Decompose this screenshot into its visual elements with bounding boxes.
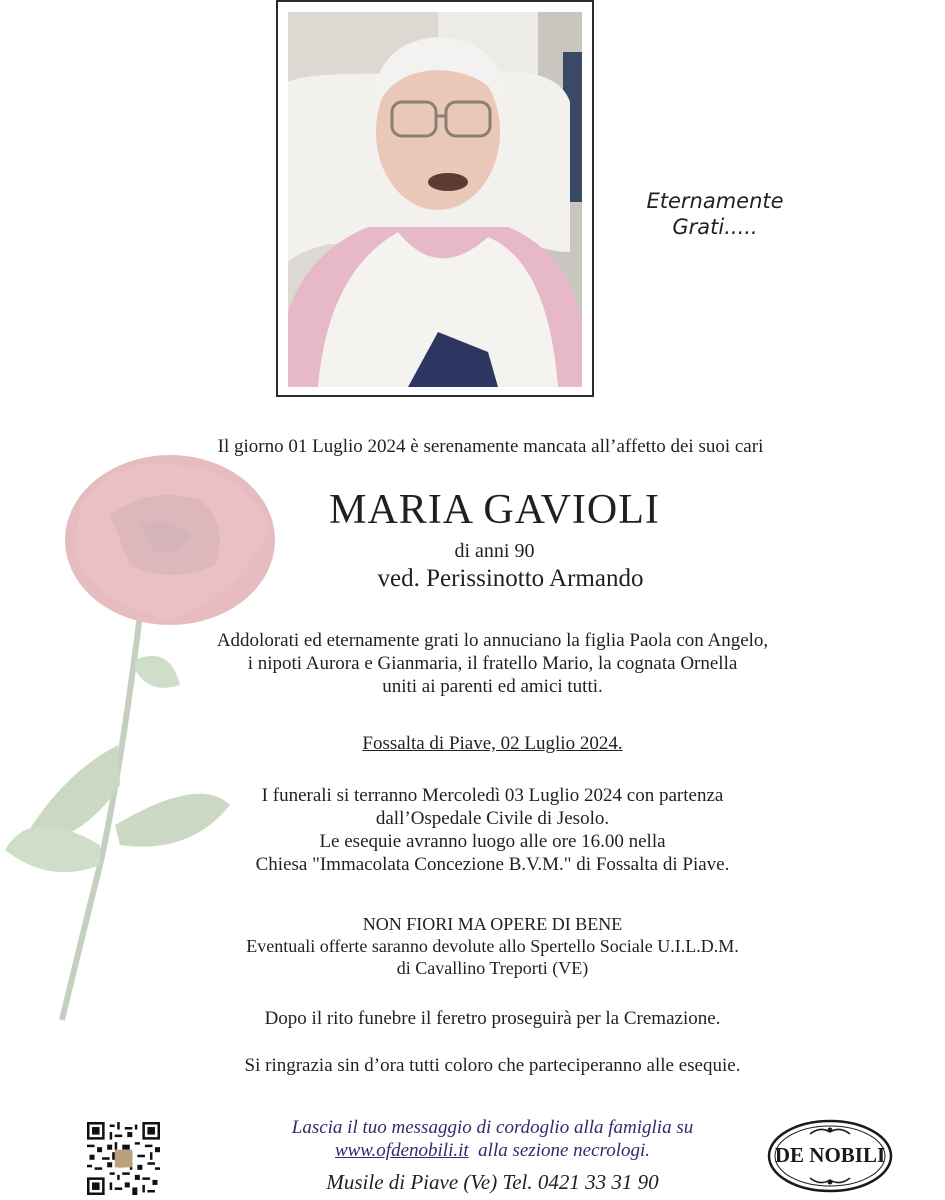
portrait-frame	[276, 0, 594, 397]
qr-code-icon[interactable]	[87, 1122, 160, 1195]
no-flowers-notice	[20, 913, 945, 979]
cremation-notice: Dopo il rito funebre il feretro proseguirà per la Cremazione.	[264, 1008, 721, 1029]
no-flowers-line-3: di Cavallino Treporti (VE)	[396, 958, 589, 978]
funeral-line-1: I funerali si terranno Mercoledì 03 Luglio 2024 con partenza	[261, 785, 724, 806]
funeral-details	[20, 784, 945, 876]
no-flowers-line-1: NON FIORI MA OPERE DI BENE	[362, 914, 623, 934]
logo-text: DE NOBILI	[774, 1143, 886, 1167]
quote-line-1: Eternamente	[646, 189, 784, 213]
deceased-name: MARIA GAVIOLI	[329, 487, 660, 533]
funeral-line-4: Chiesa "Immacolata Concezione B.V.M." di Fossalta di Piave.	[255, 854, 730, 875]
portrait-illustration	[288, 12, 582, 387]
family-line-3: uniti ai parenti ed amici tutti.	[382, 676, 603, 697]
de-nobili-logo	[766, 1118, 894, 1194]
no-flowers-line-2: Eventuali offerte saranno devolute allo Spertello Sociale U.I.L.D.M.	[246, 936, 739, 956]
family-line-1: Addolorati ed eternamente grati lo annuciano la figlia Paola con Angelo,	[216, 630, 769, 651]
funeral-line-3: Le esequie avranno luogo alle ore 16.00 nella	[319, 831, 666, 852]
quote-line-2: Grati.....	[672, 215, 758, 239]
thanks-notice: Si ringrazia sin d’ora tutti coloro che parteciperanno alle esequie.	[244, 1055, 741, 1076]
deceased-age: di anni 90	[454, 540, 535, 562]
widow-of: ved. Perissinotto Armando	[377, 565, 644, 592]
place-date-text: Fossalta di Piave, 02 Luglio 2024.	[362, 733, 623, 754]
portrait-photo	[288, 12, 582, 387]
place-date	[20, 733, 945, 755]
condolence-line-1: Lascia il tuo messaggio di cordoglio alla famiglia su	[291, 1117, 694, 1138]
quote	[610, 188, 820, 240]
funeral-line-2: dall’Ospedale Civile di Jesolo.	[375, 808, 610, 829]
intro-text: Il giorno 01 Luglio 2024 è serenamente mancata all’affetto dei suoi cari	[217, 436, 764, 457]
family-announcement	[20, 629, 945, 698]
condolence-line-2-rest: alla sezione necrologi.	[468, 1140, 651, 1161]
logo-emblem-icon	[766, 1118, 894, 1194]
website-link[interactable]: www.ofdenobili.it	[334, 1140, 469, 1161]
contact-info: Musile di Piave (Ve) Tel. 0421 33 31 90	[326, 1170, 659, 1194]
family-line-2: i nipoti Aurora e Gianmaria, il fratello Mario, la cognata Ornella	[247, 653, 738, 674]
